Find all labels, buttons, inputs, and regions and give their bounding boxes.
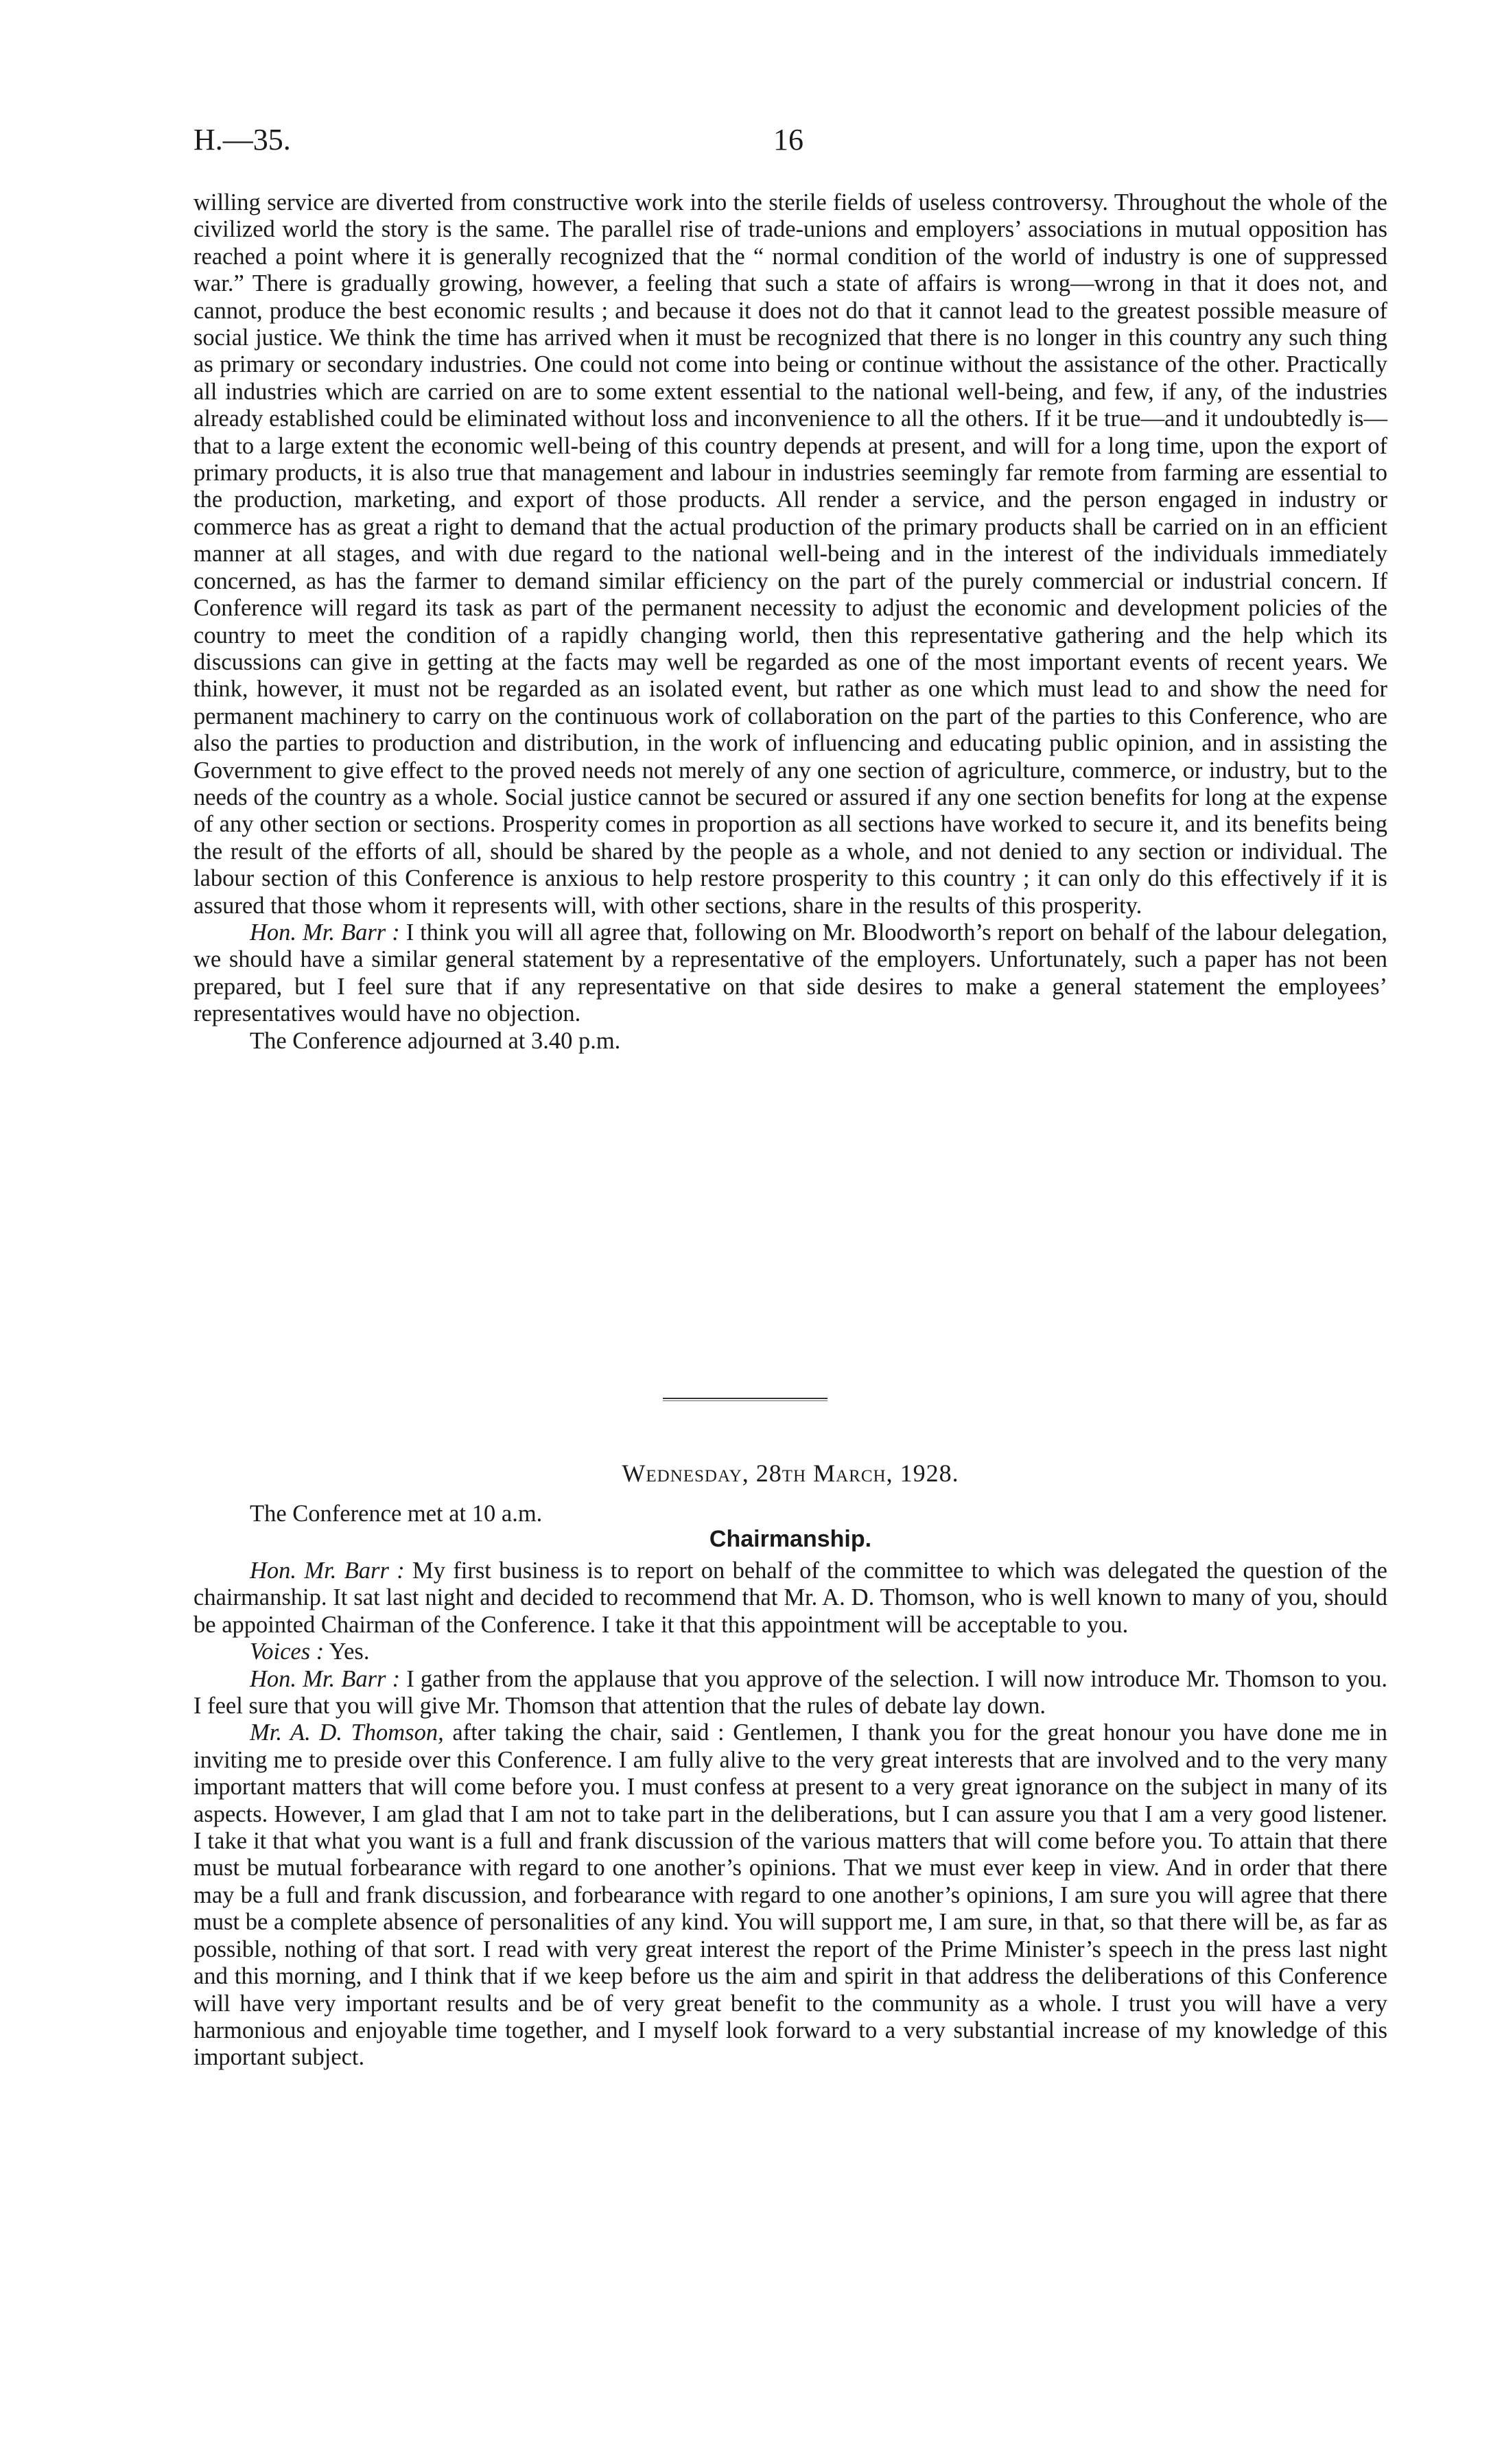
speech-text: Yes. bbox=[329, 1639, 370, 1665]
speaker-name: Voices : bbox=[250, 1639, 325, 1665]
speaker-name: Hon. Mr. Barr : bbox=[250, 919, 400, 946]
section-divider bbox=[663, 1398, 827, 1399]
thomson-address-paragraph bbox=[193, 1720, 1387, 2071]
speech-text: I think you will all agree that, following on Mr. Bloodworth’s report on behalf of the labour delegation, we should have a similar general statement by a representative of the employers. Unfortunately, such a paper has not been prepared, but I feel sure that if any representative on that side desires to make a general statement the employees’ representatives would have no objection. bbox=[193, 919, 1388, 1027]
speech-text: My first business is to report on behalf of the committee to which was delegated the question of the chairmanship. It sat last night and decided to recommend that Mr. A. D. Thomson, who is well known to many of you, should be appointed Chairman of the Conference. I take it that this appointment will be acceptable to you. bbox=[193, 1558, 1387, 1638]
speaker-name: Mr. A. D. Thomson, bbox=[250, 1720, 444, 1746]
barr-introduction-paragraph bbox=[193, 1666, 1387, 1720]
page-header bbox=[193, 122, 1387, 163]
meeting-time-note: The Conference met at 10 a.m. bbox=[250, 1501, 543, 1527]
adjournment-note: The Conference adjourned at 3.40 p.m. bbox=[250, 1027, 621, 1054]
speech-text: I gather from the applause that you approve of the selection. I will now introduce Mr. Thomson to you. I feel sure that you will give Mr. Thomson that attention that the rules of debate lay down. bbox=[193, 1665, 1387, 1720]
speaker-name: Hon. Mr. Barr : bbox=[250, 1665, 401, 1692]
document-reference: H.—35. bbox=[193, 123, 291, 156]
body-section-1 bbox=[193, 189, 1387, 1055]
voices-paragraph bbox=[193, 1639, 1387, 1665]
barr-remark-paragraph bbox=[193, 919, 1387, 1028]
barr-chairmanship-paragraph bbox=[193, 1558, 1387, 1639]
page-number: 16 bbox=[773, 123, 803, 156]
section-heading: Chairmanship. bbox=[709, 1526, 872, 1552]
continued-paragraph: willing service are diverted from constructive work into the sterile fields of useless controversy. Throughout the whole of the civilized world the story is the same. The parallel rise of trade-unions and employers’ associations in mutual opposition has reached a point where it is generally recognized that the “ normal condition of the world of industry is one of suppressed war.” There is gradually growing, however, a feeling that such a state of affairs is wrong—wrong in that it does not, and cannot, produce the best economic results ; and because it does not do that it cannot lead to the greatest possible measure of social justice. We think the time has arrived when it must be recognized that there is no longer in this country any such thing as primary or secondary industries. One could not come into being or continue without the assistance of the other. Practically all industries which are carried on are to some extent essential to the national well-being, and few, if any, of the industries already established could be eliminated without loss and inconvenience to all the others. If it be true—and it undoubtedly is—that to a large extent the economic well-being of this country depends at present, and will for a long time, upon the export of primary products, it is also true that management and labour in industries seemingly far remote from farming are essential to the production, marketing, and export of those products. All render a service, and the person engaged in industry or commerce has as great a right to demand that the actual production of the primary products shall be carried on in an efficient manner at all stages, and with due regard to the national well-being and in the interest of the individuals immediately concerned, as has the farmer to demand similar efficiency on the part of the purely commercial or industrial concern. If Conference will regard its task as part of the permanent necessity to adjust the economic and development policies of the country to meet the condition of a rapidly changing world, then this representative gathering and the help which its discussions can give in getting at the facts may well be regarded as one of the most important events of recent years. We think, however, it must not be regarded as an isolated event, but rather as one which must lead to and show the need for permanent machinery to carry on the continuous work of collaboration on the part of the parties to this Conference, who are also the parties to production and distribution, in the work of influencing and educating public opinion, and in assisting the Government to give effect to the proved needs not merely of any one section of agriculture, commerce, or industry, but to the needs of the country as a whole. Social justice cannot be secured or assured if any one section benefits for long at the expense of any other section or sections. Prosperity comes in proportion as all sections have worked to secure it, and its benefits being the result of the efforts of all, should be shared by the people as a whole, and not denied to any section or individual. The labour section of this Conference is anxious to help restore prosperity to this country ; it can only do this effectively if it is assured that those whom it represents will, with other sections, share in the results of this prosperity. bbox=[193, 189, 1387, 919]
speech-text: after taking the chair, said : Gentlemen, I thank you for the great honour you have done me in inviting me to preside over this Conference. I am fully alive to the very great interests that are involved and to the very many important matters that will come before you. I must confess at present to a very great ignorance on the subject in many of its aspects. However, I am glad that I am not to take part in the deliberations, but I can assure you that I am a very good listener. I take it that what you want is a full and frank discussion of the various matters that will come before you. To attain that there must be mutual forbearance with regard to one another’s opinions. That we must ever keep in view. And in order that there may be a full and frank discussion, and forbearance with regard to one another’s opinions, I am sure you will agree that there must be a complete absence of personalities of any kind. You will support me, I am sure, in that, so that there will be, as far as possible, nothing of that sort. I read with very great interest the report of the Prime Minister’s speech in the press last night and this morning, and I think that if we keep before us the aim and spirit in that address the deliberations of this Conference will have very important results and be of very great benefit to the community as a whole. I trust you will have a very harmonious and enjoyable time together, and I myself look forward to a very substantial increase of my knowledge of this important subject. bbox=[193, 1720, 1388, 2071]
body-section-2 bbox=[193, 1558, 1387, 2072]
section-divider-lower bbox=[663, 1400, 827, 1401]
speaker-name: Hon. Mr. Barr : bbox=[250, 1558, 405, 1584]
session-date: Wednesday, 28th March, 1928. bbox=[622, 1459, 959, 1487]
